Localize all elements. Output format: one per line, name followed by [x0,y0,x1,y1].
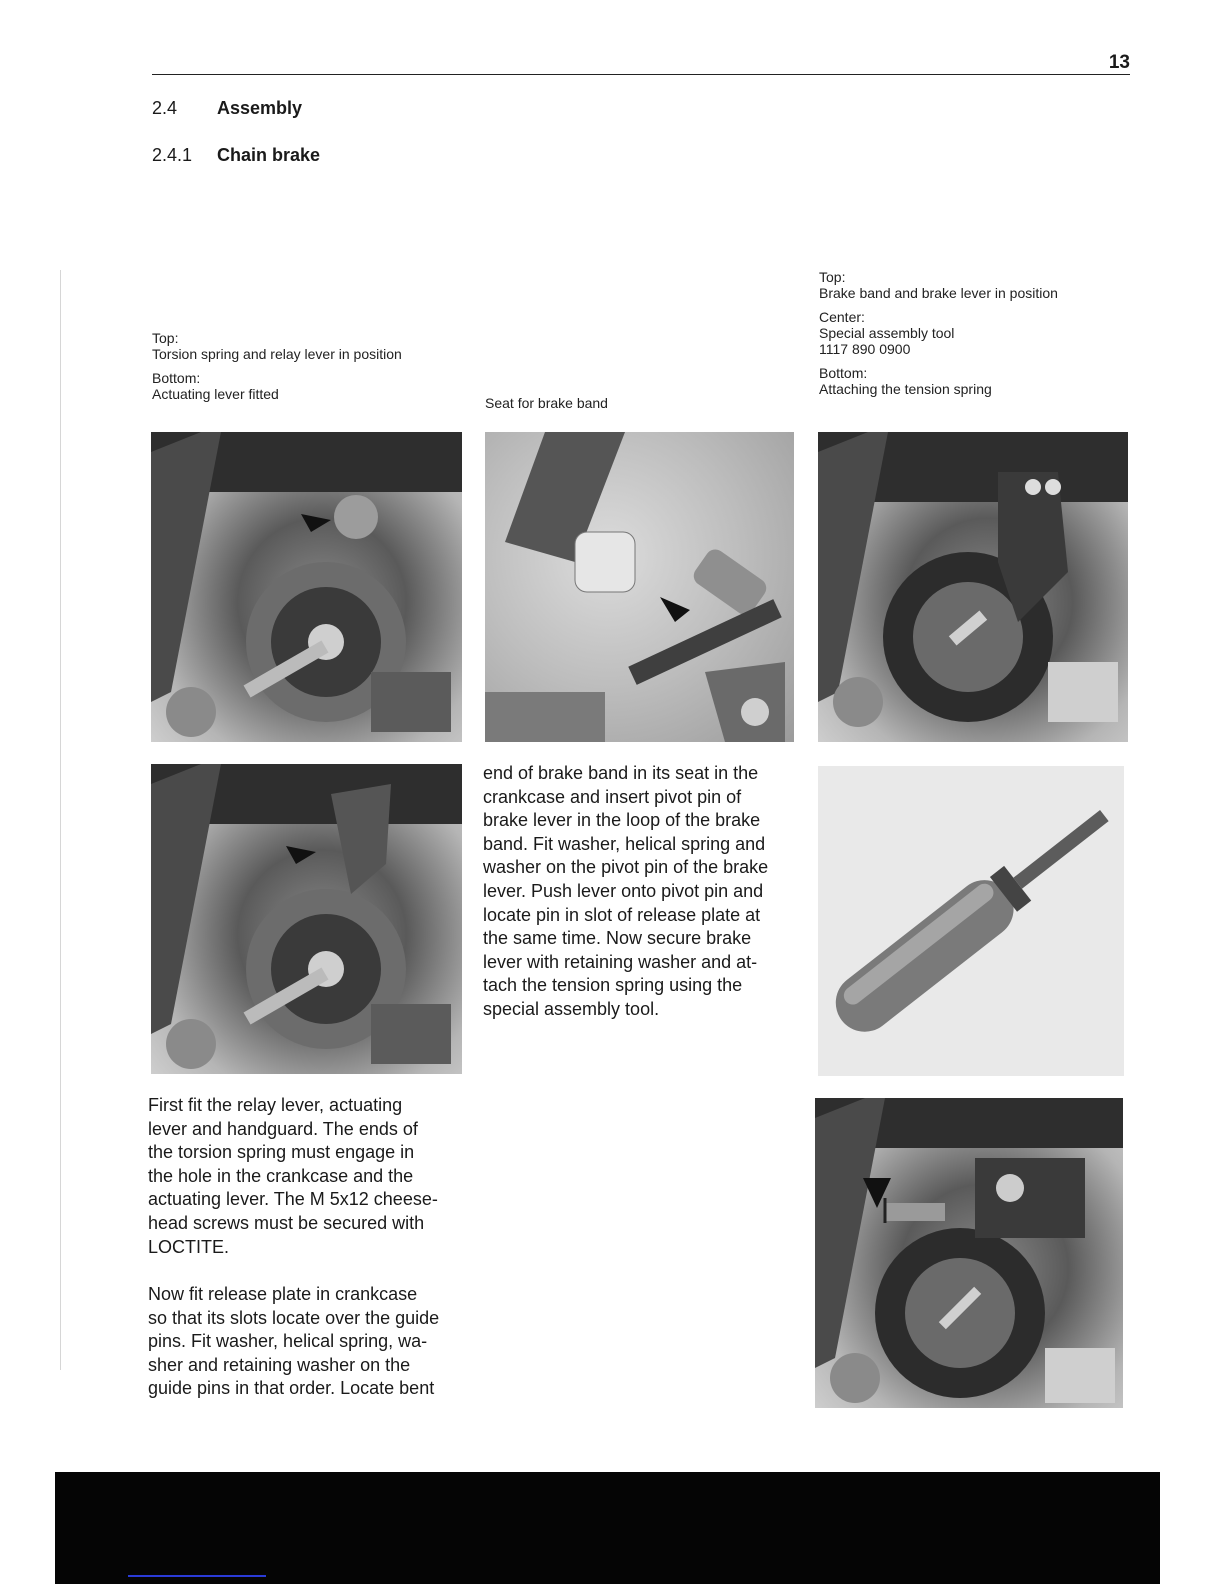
section-number: 2.4 [152,98,178,118]
photo-brake-band-lever [818,432,1128,742]
text-line: crankcase and insert pivot pin of [483,786,742,807]
text-line: pins. Fit washer, helical spring, wa- [148,1331,428,1352]
text-line: the same time. Now secure brake [483,928,752,949]
scan-margin-line [60,270,61,1370]
text-line: the hole in the crankcase and the [148,1165,414,1186]
subsection-title: Chain brake [217,145,321,165]
photo-tension-spring [815,1098,1123,1408]
text-line: guide pins in that order. Locate bent [148,1378,435,1399]
caption-right-top-label: Top: [819,269,846,285]
text-line: Now fit release plate in crankcase [148,1284,418,1304]
text-line: so that its slots locate over the guide [148,1307,440,1328]
text-line: actuating lever. The M 5x12 cheese- [148,1189,438,1210]
text-line: First fit the relay lever, actuating [148,1095,403,1115]
text-line: washer on the pivot pin of the brake [483,857,769,878]
header-rule [152,74,1130,75]
paragraph-left-1 [148,1094,458,1259]
caption-right-center-label: Center: [819,309,865,325]
text-line: lever. Push lever onto pivot pin and [483,880,764,901]
section-heading-assembly [152,98,302,119]
caption-left-top-label: Top: [152,330,179,346]
text-line: sher and retaining washer on the [148,1354,411,1375]
text-line: band. Fit washer, helical spring and [483,833,766,854]
text-line: end of brake band in its seat in the [483,763,759,783]
paragraph-left-2 [148,1283,458,1401]
caption-right-bottom-text: Attaching the tension spring [819,381,992,397]
text-line: tach the tension spring using the [483,975,743,996]
text-line: brake lever in the loop of the brake [483,810,761,831]
caption-middle-text: Seat for brake band [485,395,608,411]
footer-bar [55,1472,1160,1584]
page-number: 13 [1108,52,1130,73]
caption-left [152,330,402,402]
text-line: the torsion spring must engage in [148,1142,415,1163]
caption-middle [485,395,608,411]
photo-brake-band-seat [485,432,794,742]
section-title: Assembly [217,98,303,118]
caption-right-bottom-label: Bottom: [819,365,868,381]
caption-left-bottom-label: Bottom: [152,370,201,386]
photo-torsion-spring [151,432,462,742]
caption-left-bottom-text: Actuating lever fitted [152,386,279,402]
photo-actuating-lever [151,764,462,1074]
caption-left-top-text: Torsion spring and relay lever in position [152,346,402,362]
text-line: LOCTITE. [148,1236,230,1257]
paragraph-middle [483,762,793,1022]
caption-right [819,269,1058,397]
caption-right-center-part: 1117 890 0900 [819,341,911,357]
text-line: special assembly tool. [483,998,660,1019]
text-line: lever with retaining washer and at- [483,951,758,972]
subsection-heading-chain-brake [152,145,320,166]
footer-link-underline [128,1575,266,1577]
photo-special-assembly-tool [818,766,1124,1076]
caption-right-top-text: Brake band and brake lever in position [819,285,1058,301]
text-line: head screws must be secured with [148,1212,425,1233]
text-line: locate pin in slot of release plate at [483,904,761,925]
caption-right-center-text: Special assembly tool [819,325,955,341]
text-line: lever and handguard. The ends of [148,1118,418,1139]
subsection-number: 2.4.1 [152,145,193,165]
